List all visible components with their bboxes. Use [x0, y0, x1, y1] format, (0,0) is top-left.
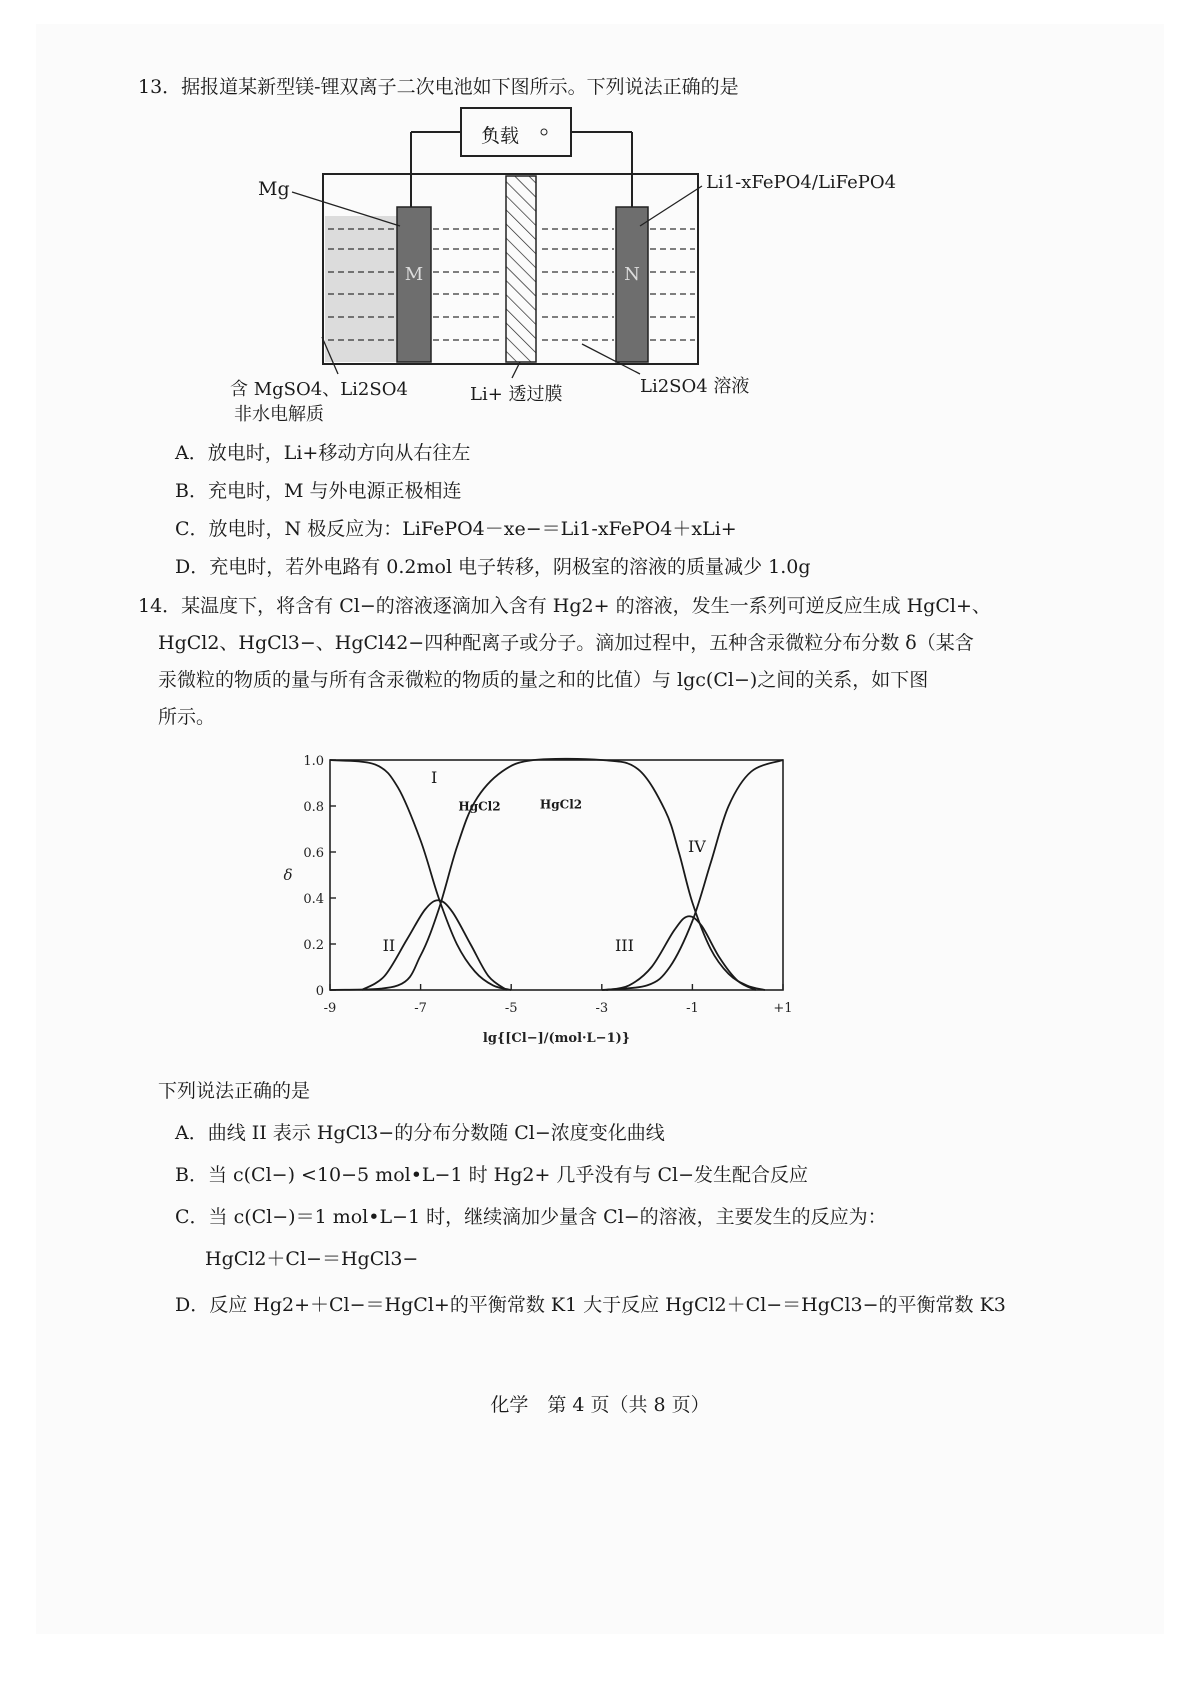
q14-stem-line-2: HgCl2、HgCl3−、HgCl42−四种配离子或分子。滴加过程中，五种含汞微粒分布分数 δ（某含 — [158, 632, 974, 654]
x-tick-label: -9 — [323, 1001, 337, 1016]
y-tick-label: 1.0 — [303, 754, 324, 769]
q13-option-c: C．放电时，N 极反应为：LiFePO4－xe−＝Li1-xFePO4＋xLi+ — [175, 518, 737, 540]
q14-stem-line-4: 所示。 — [158, 706, 216, 728]
q13-stem: 13．据报道某新型镁-锂双离子二次电池如下图所示。下列说法正确的是 — [138, 76, 739, 98]
page-footer: 化学 第 4 页（共 8 页） — [490, 1394, 710, 1416]
distribution-chart — [270, 745, 830, 1055]
q14-stem-line-3: 汞微粒的物质的量与所有含汞微粒的物质的量之和的比值）与 lgc(Cl−)之间的关系，如下图 — [158, 669, 929, 691]
left-electrolyte-label: 含 MgSO4、Li2SO4 — [230, 379, 408, 400]
curve-label-6: IV — [687, 837, 706, 856]
y-tick-label: 0.6 — [303, 846, 324, 861]
x-tick-label: -5 — [504, 1001, 518, 1016]
q14-stem-line-1: 14．某温度下，将含有 Cl−的溶液逐滴加入含有 Hg2+ 的溶液，发生一系列可逆反应生成 HgCl+、 — [138, 595, 991, 617]
y-tick-label: 0.8 — [303, 800, 324, 815]
x-tick-label: -7 — [414, 1001, 427, 1016]
x-tick-label: +1 — [773, 1001, 793, 1016]
q13-option-d: D．充电时，若外电路有 0.2mol 电子转移，阴极室的溶液的质量减少 1.0g — [175, 556, 811, 578]
curve-label-5: III — [614, 935, 634, 955]
q14-option-d: D．反应 Hg2+＋Cl−＝HgCl+的平衡常数 K1 大于反应 HgCl2＋Cl−＝HgCl3−的平衡常数 K3 — [175, 1294, 1006, 1316]
q14-prompt: 下列说法正确的是 — [158, 1080, 311, 1102]
curve-label-3: HgCl2 — [458, 799, 501, 814]
q14-option-a: A．曲线 II 表示 HgCl3−的分布分数随 Cl−浓度变化曲线 — [175, 1122, 665, 1144]
y-tick-label: 0.4 — [303, 892, 324, 907]
x-tick-label: -3 — [595, 1001, 609, 1016]
mg-label: Mg — [258, 178, 290, 200]
q13-option-b: B．充电时，M 与外电源正极相连 — [175, 480, 462, 502]
curve-label-2: II — [382, 935, 396, 955]
q14-option-c-equation: HgCl2＋Cl−＝HgCl3− — [205, 1248, 419, 1270]
x-tick-label: -1 — [686, 1001, 699, 1016]
curve-label-4: HgCl2 — [539, 797, 583, 812]
q14-option-b: B．当 c(Cl−) <10−5 mol•L−1 时 Hg2+ 几乎没有与 Cl−发生配合反应 — [175, 1164, 808, 1186]
y-tick-label: 0 — [315, 984, 324, 999]
right-solution-label: Li2SO4 溶液 — [640, 376, 750, 397]
x-axis-label: lg{[Cl−]/(mol·L−1)} — [482, 1031, 631, 1046]
y-axis-label: δ — [283, 866, 293, 884]
membrane-label: Li+ 透过膜 — [470, 384, 563, 405]
left-electrolyte-label-2: 非水电解质 — [234, 404, 324, 425]
electrode-n-label: N — [624, 264, 640, 285]
curve-3 — [330, 759, 765, 990]
q13-option-a: A．放电时，Li+移动方向从右往左 — [175, 442, 471, 464]
electrode-m-label: M — [404, 264, 424, 285]
curve-5 — [602, 760, 783, 990]
cathode-label: Li1-xFePO4/LiFePO4 — [706, 172, 897, 193]
curve-label-1: I — [431, 768, 438, 787]
load-label: 负载 — [481, 125, 520, 147]
q14-option-c: C．当 c(Cl−)＝1 mol•L−1 时，继续滴加少量含 Cl−的溶液，主要发生的反应为： — [175, 1206, 887, 1228]
y-tick-label: 0.2 — [303, 938, 324, 953]
